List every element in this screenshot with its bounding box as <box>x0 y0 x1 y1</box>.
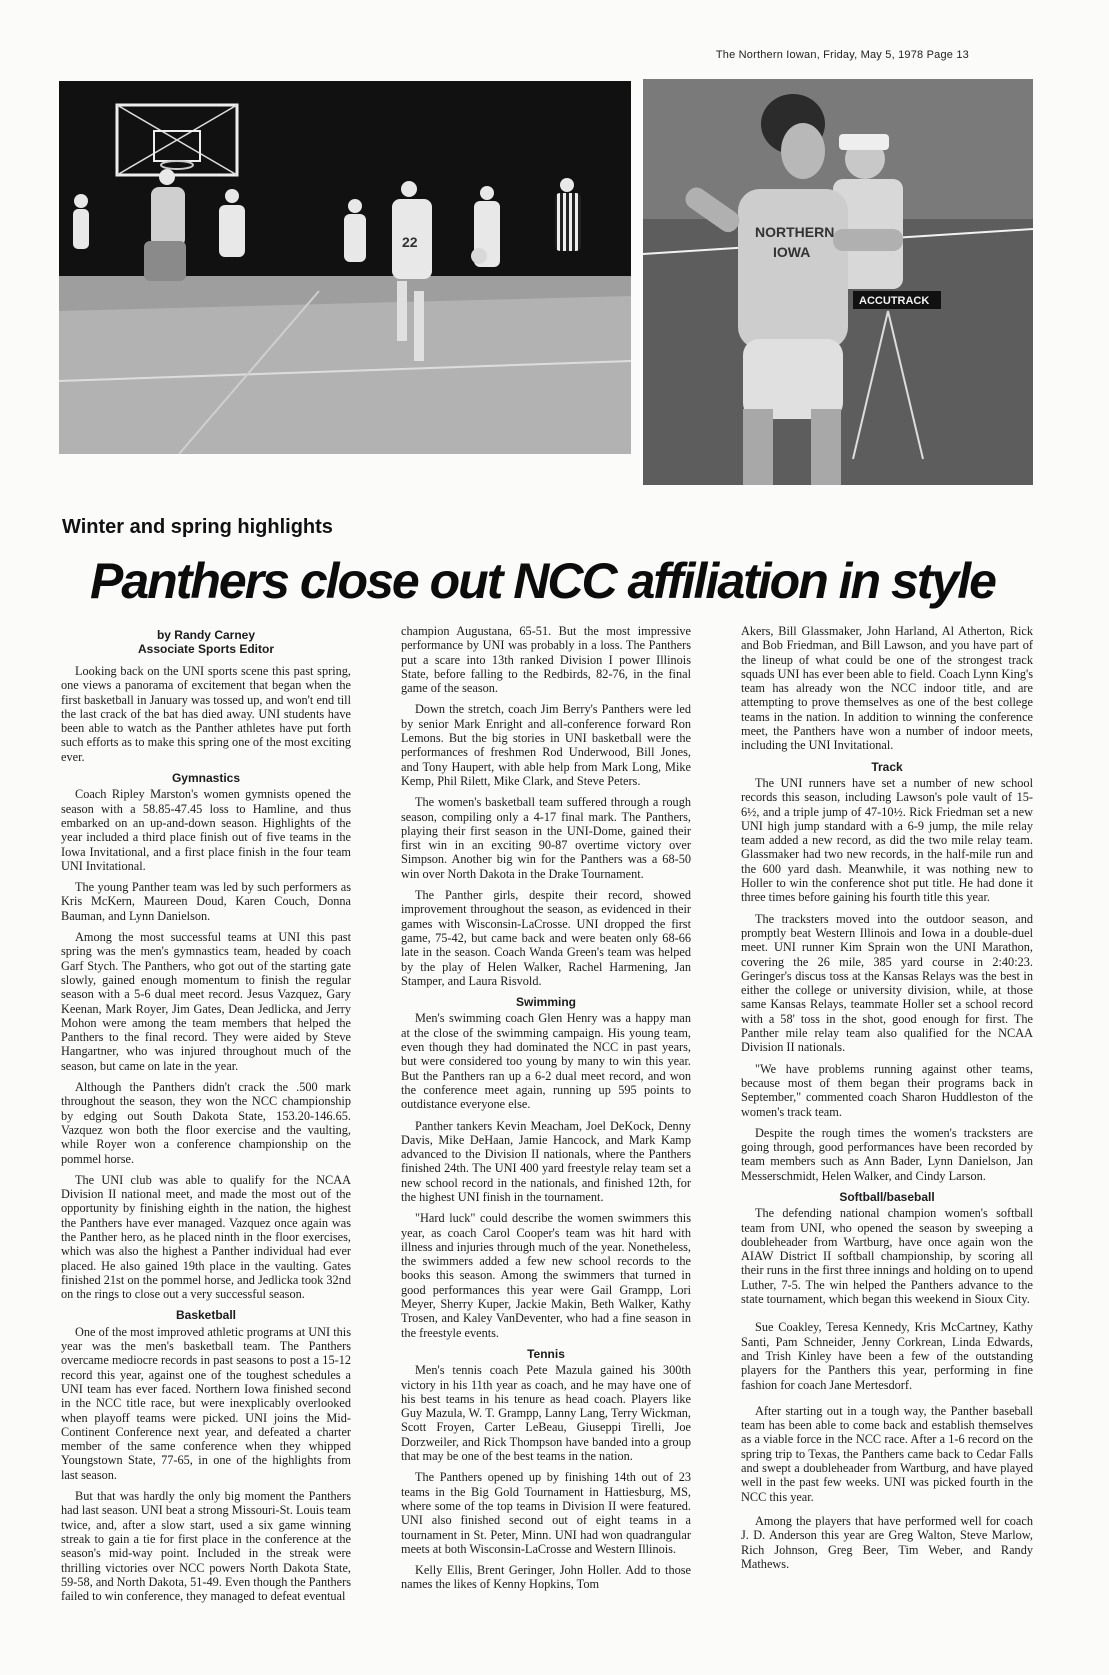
headline: Panthers close out NCC affiliation in style <box>90 553 995 609</box>
paragraph: The defending national champion women's softball team from UNI, who opened the season by sweeping a doubleheader from Wartburg, have once again won the AIAW District II softball championship, by scoring all their runs in the first three innings and holding on to upend Luther, 7-5. The win helped the Panthers advance to the state tournament, which began this weekend in Sioux City. <box>741 1206 1033 1307</box>
basketball-photo <box>59 81 631 454</box>
paragraph: After starting out in a tough way, the Panther baseball team has been able to come back and establish themselves as a viable force in the NCC race. After a 1-6 record on the spring trip to Texas, the Panthers came back to Cedar Falls and swept a doubleheader from Wartburg, and have played well in the past few weeks. UNI was picked fourth in the NCC this year. <box>741 1403 1033 1504</box>
track-runner-photo <box>643 79 1033 485</box>
article-column-2 <box>401 624 691 1599</box>
byline-title: Associate Sports Editor <box>137 642 275 656</box>
article-column-1 <box>61 628 351 1610</box>
paragraph: Men's swimming coach Glen Henry was a happy man at the close of the swimming campaign. His young team, even though they had dominated the NCC in past years, but were considered too young by many to win this year. But the Panthers ran up a 6-2 dual meet record, and won the conference meet again, running up 595 points to outdistance everyone else. <box>401 1011 691 1112</box>
paragraph: Kelly Ellis, Brent Geringer, John Holler. Add to those names the likes of Kenny Hopkins, Tom <box>401 1563 691 1592</box>
paragraph: Down the stretch, coach Jim Berry's Panthers were led by senior Mark Enright and all-conference forward Ron Lemons. But the big stories in UNI basketball were the performances of freshmen Rod Underwood, Bill Jones, and Tony Haupert, with able help from Mark Long, Mike Kemp, Phil Rilett, Mike Clark, and Steve Peters. <box>401 702 691 788</box>
paragraph: Although the Panthers didn't crack the .500 mark throughout the season, they won the NCC championship by edging out South Dakota State, 153.20-146.65. Vazquez won both the floor exercise and the vaulting, while Royer won a conference championship on the pommel horse. <box>61 1080 351 1166</box>
referee <box>555 193 581 251</box>
paragraph: The Panther girls, despite their record, showed improvement throughout the season, as evidenced in their games with Wisconsin-LaCrosse. UNI dropped the first game, 75-42, but came back and were beaten only 68-66 late in the season. Coach Wanda Green's team was helped by the play of Helen Walker, Rachel Harmening, Jan Stamper, and Laura Risvold. <box>401 888 691 988</box>
paragraph: The UNI runners have set a number of new school records this season, including Lawson's pole vault of 15-6½, and a triple jump of 47-10½. Rick Friedman set a new UNI high jump standard with a 6-9 jump, the mile relay team added a new record, as did the two mile relay team. Glassmaker had two new records, in the half-mile run and the 600 yard dash. Meanwhile, it was nothing new to Holler to win the conference shot put title. He had done it three times before gaining his fourth title this year. <box>741 775 1033 905</box>
paragraph: The women's basketball team suffered through a rough season, compiling only a 4-17 final mark. The Panthers, playing their first season in the UNI-Dome, gained their first win in an exciting 90-87 overtime victory over Simpson. Another big win for the Panthers was a 68-50 win over North Dakota in the Drake Tournament. <box>401 795 691 881</box>
byline-author: by Randy Carney <box>156 628 256 642</box>
accutrack-sign: ACCUTRACK <box>859 295 930 307</box>
subhead-basketball: Basketball <box>175 1308 237 1323</box>
article-column-3 <box>741 624 1033 1578</box>
paragraph: The Panthers opened up by finishing 14th out of 23 teams in the Big Gold Tournament in Hattiesburg, MS, where some of the top teams in Division II were featured. UNI also finished second out of eight teams in a tournament in St. Peter, Minn. UNI had won quadrangular meets at both Wisconsin-LaCrosse and Western Illinois. <box>401 1470 691 1556</box>
shirt-text-iowa: IOWA <box>773 244 811 260</box>
subhead-tennis: Tennis <box>527 1346 565 1361</box>
paragraph: The UNI club was able to qualify for the NCAA Division II national meet, and made the most out of the opportunity by finishing eighth in the nation, the highest the Panthers have ever managed. Vazquez once again was the Panther hero, as he placed ninth in the floor exercises, which was also the highest a Panther individual had ever placed. He also gained 19th place in the vaulting. Gates finished 21st on the pommel horse, and Jedlicka took 32nd on the rings to close out a very successful season. <box>61 1172 351 1302</box>
paragraph: One of the most improved athletic programs at UNI this year was the men's basketball team. The Panthers overcame mediocre records in past seasons to post a 15-12 record this year, against one of the toughest schedules a UNI team has ever faced. Northern Iowa finished second in the NCC title race, but were inexplicably overlooked when playoff teams were picked. UNI joins the Mid-Continent Conference next year, and defeated a charter member of the same conference when they whipped Youngstown State, 77-65, in one of the highlights from last season. <box>61 1324 351 1482</box>
section-label: Winter and spring highlights <box>62 516 333 538</box>
subhead-swimming: Swimming <box>515 995 576 1010</box>
paragraph: "We have problems running against other teams, because most of them began their programs back in September," commented coach Sharon Huddleston of the women's track team. <box>741 1061 1033 1119</box>
shirt-text-northern: NORTHERN <box>755 224 835 240</box>
paragraph: Coach Ripley Marston's women gymnists opened the season with a 58.85-47.45 loss to Hamline, and thus embarked on an up-and-down season. Highlights of the year included a third place finish out of five teams in the Iowa Invitational, and a first place finish in the four team UNI Invitational. <box>61 787 351 873</box>
paragraph: Among the players that have performed well for coach J. D. Anderson this year are Greg Walton, Steve Marlow, Rich Johnson, Greg Beer, Tim Weber, and Randy Mathews. <box>741 1513 1033 1571</box>
paragraph: Akers, Bill Glassmaker, John Harland, Al Atherton, Rick and Bob Friedman, and Bill Lawson, and you have part of the lineup of what could be one of the strongest track squads UNI has ever been able to field. Coach Lynn King's team has already won the NCC indoor title, and are attempting to prove themselves as one of the best college teams in the nation. In addition to winning the conference meet, the Panthers have won a number of indoor meets, including the UNI Invitational. <box>741 624 1033 753</box>
masthead: The Northern Iowan, Friday, May 5, 1978 Page 13 <box>715 49 969 61</box>
paragraph: The young Panther team was led by such performers as Kris McKern, Maureen Doud, Karen Couch, Donna Bauman, and Lynn Danielson. <box>61 880 351 923</box>
jersey-number: 22 <box>402 234 418 250</box>
paragraph: Sue Coakley, Teresa Kennedy, Kris McCartney, Kathy Santi, Pam Schneider, Jenny Corkrean, Linda Edwards, and Trish Kinley have been a few of the outstanding players for the Panthers this year, performing in fine fashion for coach Jane Mertesdorf. <box>741 1320 1033 1392</box>
paragraph: But that was hardly the only big moment the Panthers had last season. UNI beat a strong Missouri-St. Louis team twice, and, after a slow start, used a six game winning streak to gain a tie for first place in the conference at the season's mid-way point. Included in the streak were thrilling victories over NCC powers North Dakota State, 59-58, and North Dakota, 51-49. Even though the Panthers failed to win conference, they managed to defeat eventual <box>61 1489 351 1604</box>
paragraph: Looking back on the UNI sports scene this past spring, one views a panorama of excitement that began when the first basketball in January was tossed up, and won't end till the last crack of the bat has died away. UNI students have been able to watch as the Panther athletes have put forth such efforts as to make this spring one of the most exciting ever. <box>61 664 351 764</box>
byline <box>61 628 351 656</box>
subhead-gymnastics: Gymnastics <box>171 771 241 786</box>
paragraph: Despite the rough times the women's tracksters are going through, good performances have been recorded by team members such as Ann Bader, Lynn Danielson, Jan Messerschmidt, Helen Walker, and Cindy Larson. <box>741 1125 1033 1183</box>
paragraph: "Hard luck" could describe the women swimmers this year, as coach Carol Cooper's team was hit hard with illness and injuries through much of the year. Nonetheless, the swimmers added a few new school records to the books this season. Among the swimmers that turned in good performances this year were Gail Grampp, Lori Meyer, Sherry Kuper, Jackie Makin, Beth Walker, Kathy Trosen, and Kaley VanDeventer, who had a fine season in the freestyle events. <box>401 1211 691 1340</box>
paragraph: Among the most successful teams at UNI this past spring was the men's gymnastics team, headed by coach Garf Stych. The Panthers, who got out of the starting gate slowly, gained enough momentum to finish the regular season with a 5-6 dual meet record. Jesus Vazquez, Gary Keenan, Mark Royer, Jim Gates, Dean Jedlicka, and Jerry Mohon were among the team members that helped the Panthers to the final record. They were aided by Steve Hangartner, who was injured throughout much of the season, but came on late in the year. <box>61 930 351 1073</box>
subhead-softball-baseball: Softball/baseball <box>839 1189 935 1204</box>
paragraph: champion Augustana, 65-51. But the most impressive performance by UNI was probably in a loss. The Panthers put a scare into 13th ranked Division I power Illinois State, before falling to the Redbirds, 82-76, in the final game of the season. <box>401 624 691 696</box>
paragraph: Panther tankers Kevin Meacham, Joel DeKock, Denny Davis, Mike DeHaan, Jamie Hancock, and Mark Kamp advanced to the Division II nationals, where the Panthers finished 24th. The UNI 400 yard freestyle relay team set a new school record in the nationals, and finished 12th, for the highest UNI finish in the tournament. <box>401 1118 691 1204</box>
paragraph: The tracksters moved into the outdoor season, and promptly beat Western Illinois and Iowa in a double-duel meet. UNI runner Kim Sprain won the UNI Marathon, covering the 26 mile, 385 yard course in 2:40:23. Geringer's discus toss at the Kansas Relays was the best in either the college or university division, while, at those same Kansas Relays, teammate Holler set a school record with a 58' toss in the shot, good enough for first. The Panther mile relay team also qualified for the NCAA Division II nationals. <box>741 911 1033 1055</box>
subhead-track: Track <box>871 759 903 774</box>
paragraph: Men's tennis coach Pete Mazula gained his 300th victory in his 11th year as coach, and he may have one of his best teams in his tenure as head coach. Players like Guy Mazula, W. T. Grampp, Lanny Lang, Terry Wickman, Scott Froyen, Carter LeBeau, Giuseppi Tirelli, Joe Dorzweiler, and Rick Thompson have banded into a group that may be one of the best teams in the nation. <box>401 1363 691 1464</box>
